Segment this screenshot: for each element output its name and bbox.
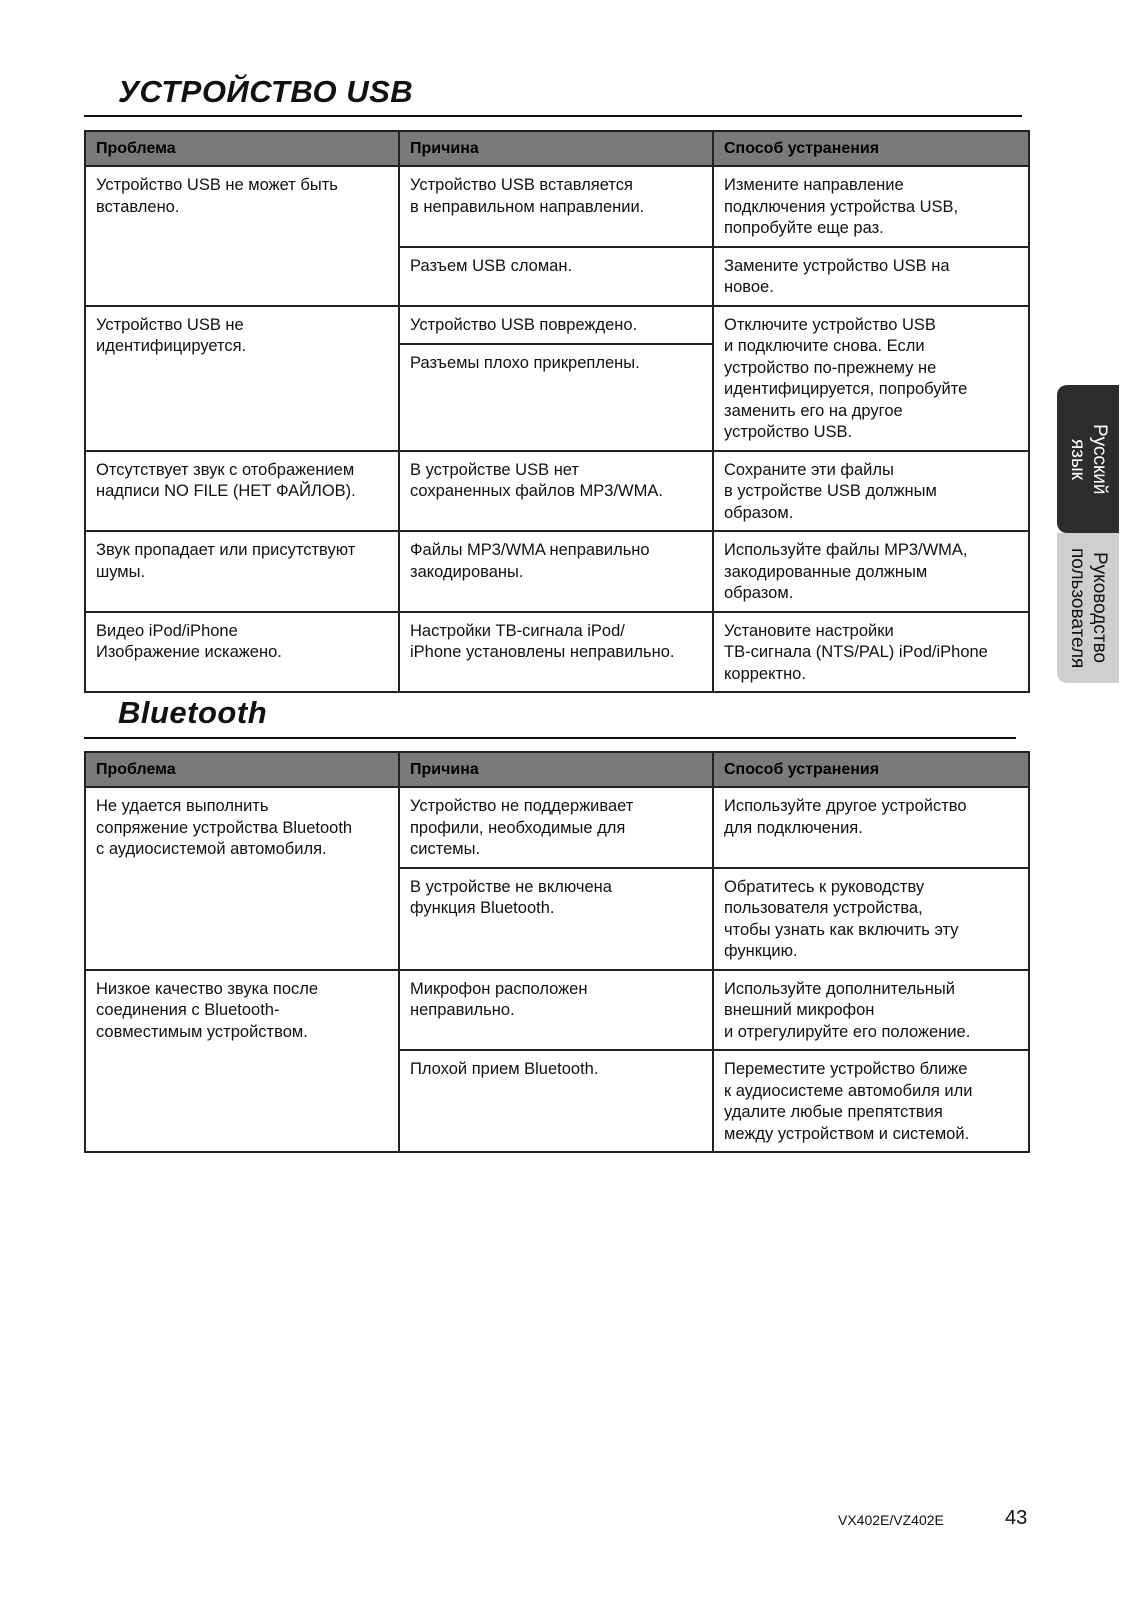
language-tab-label: Русский [1089, 423, 1110, 495]
solution-cell: Сохраните эти файлы в устройстве USB должным образом. [713, 451, 1029, 532]
bluetooth-title-rule [84, 737, 1016, 739]
language-side-tab [1057, 385, 1119, 533]
bluetooth-section-title: Bluetooth [118, 695, 268, 730]
solution-cell: Переместите устройство ближе к аудиосистеме автомобиля или удалите любые препятствия между устройством и системой. [713, 1050, 1029, 1152]
problem-cell: Устройство USB не может быть вставлено. [85, 166, 399, 306]
page-number: 43 [1005, 1507, 1028, 1529]
problem-cell: Низкое качество звука после соединения с Bluetooth- совместимым устройством. [85, 970, 399, 1153]
solution-cell: Используйте другое устройство для подключения. [713, 787, 1029, 868]
table-header-row [85, 131, 1029, 166]
header-cause: Причина [399, 752, 713, 787]
cause-cell: В устройстве не включена функция Bluetooth. [399, 868, 713, 970]
usb-troubleshooting-table [84, 130, 1030, 693]
cause-cell: Устройство не поддерживает профили, необходимые для системы. [399, 787, 713, 868]
manual-side-tab [1057, 533, 1119, 683]
cause-cell: Настройки ТВ-сигнала iPod/ iPhone установлены неправильно. [399, 612, 713, 693]
cause-cell: Плохой прием Bluetooth. [399, 1050, 713, 1152]
cause-cell: Микрофон расположен неправильно. [399, 970, 713, 1051]
problem-cell: Отсутствует звук с отображением надписи NO FILE (НЕТ ФАЙЛОВ). [85, 451, 399, 532]
header-solution: Способ устранения [713, 752, 1029, 787]
language-tab-label-line2: язык [1067, 438, 1088, 480]
solution-cell: Обратитесь к руководству пользователя устройства, чтобы узнать как включить эту функцию. [713, 868, 1029, 970]
table-row [85, 612, 1029, 693]
header-problem: Проблема [85, 131, 399, 166]
problem-cell: Видео iPod/iPhone Изображение искажено. [85, 612, 399, 693]
cause-cell: Разъем USB сломан. [399, 247, 713, 306]
table-header-row [85, 752, 1029, 787]
problem-cell: Не удается выполнить сопряжение устройства Bluetooth с аудиосистемой автомобиля. [85, 787, 399, 970]
cause-cell: В устройстве USB нет сохраненных файлов MP3/WMA. [399, 451, 713, 532]
table-row [85, 306, 1029, 344]
table-row [85, 166, 1029, 247]
header-solution: Способ устранения [713, 131, 1029, 166]
cause-cell: Устройство USB повреждено. [399, 306, 713, 344]
problem-cell: Звук пропадает или присутствуют шумы. [85, 531, 399, 612]
cause-cell: Файлы MP3/WMA неправильно закодированы. [399, 531, 713, 612]
usb-section-title: УСТРОЙСТВО USB [118, 74, 414, 109]
cause-cell: Разъемы плохо прикреплены. [399, 344, 713, 451]
solution-cell: Используйте дополнительный внешний микрофон и отрегулируйте его положение. [713, 970, 1029, 1051]
manual-tab-label: Руководство [1089, 552, 1110, 664]
usb-title-rule [84, 115, 1022, 117]
footer-model: VX402E/VZ402E [838, 1512, 944, 1528]
solution-cell: Отключите устройство USB и подключите снова. Если устройство по-прежнему не идентифицируется, попробуйте заменить его на другое устройство USB. [713, 306, 1029, 451]
manual-tab-label-line2: пользователя [1067, 547, 1088, 669]
table-row [85, 531, 1029, 612]
solution-cell: Измените направление подключения устройства USB, попробуйте еще раз. [713, 166, 1029, 247]
bluetooth-troubleshooting-table [84, 751, 1030, 1153]
header-cause: Причина [399, 131, 713, 166]
solution-cell: Используйте файлы MP3/WMA, закодированные должным образом. [713, 531, 1029, 612]
table-row [85, 451, 1029, 532]
cause-cell: Устройство USB вставляется в неправильном направлении. [399, 166, 713, 247]
problem-cell: Устройство USB не идентифицируется. [85, 306, 399, 451]
table-row [85, 970, 1029, 1051]
solution-cell: Замените устройство USB на новое. [713, 247, 1029, 306]
header-problem: Проблема [85, 752, 399, 787]
solution-cell: Установите настройки ТВ-сигнала (NTS/PAL) iPod/iPhone корректно. [713, 612, 1029, 693]
table-row [85, 787, 1029, 868]
